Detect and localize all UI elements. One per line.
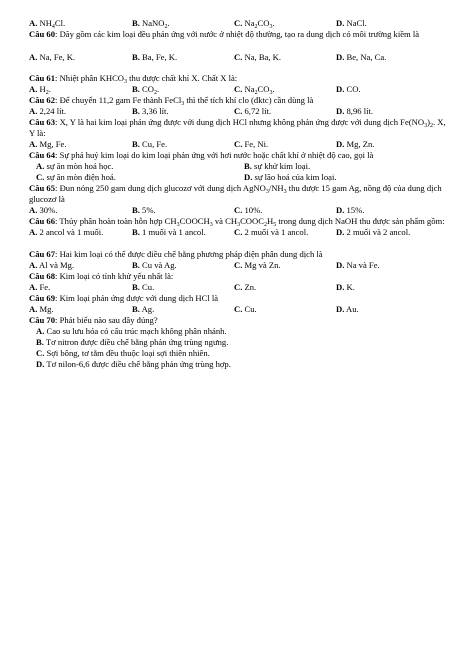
option-d[interactable]: D. K.: [336, 282, 355, 292]
answer-options: [29, 260, 453, 271]
option-a[interactable]: A. 2 ancol và 1 muối.: [29, 227, 104, 237]
question-stem: [29, 73, 453, 84]
question-stem: [29, 95, 453, 106]
option-a[interactable]: A. Mg, Fe.: [29, 139, 67, 149]
question-label: Câu 67: [29, 249, 56, 259]
question-stem: [29, 29, 453, 40]
option-c[interactable]: C. Zn.: [234, 282, 257, 292]
option-d[interactable]: D. CO.: [336, 84, 361, 94]
question-65: [29, 183, 453, 216]
question-label: Câu 64: [29, 150, 56, 160]
option-b[interactable]: B. Cu và Ag.: [132, 260, 177, 270]
question-text: : Hai kim loại có thể được điều chế bằng phương pháp điện phân dung dịch là: [55, 249, 323, 259]
option-d[interactable]: D. 8,96 lít.: [336, 106, 374, 116]
answer-options: [29, 227, 453, 238]
question-62: [29, 95, 453, 117]
answer-options: [29, 139, 453, 150]
option-d[interactable]: D. Be, Na, Ca.: [336, 52, 387, 62]
question-label: Câu 68: [29, 271, 56, 281]
option-a[interactable]: A. $H_2$.: [29, 84, 51, 96]
option-b[interactable]: B. $CO_2$.: [132, 84, 160, 96]
question-text: : Phát biểu nào sau đây đúng?: [55, 315, 158, 325]
question-61: [29, 73, 453, 95]
question-label: Câu 70: [29, 315, 56, 325]
option-c[interactable]: C. sự ăn mòn điện hoá.: [36, 172, 116, 182]
option-c[interactable]: C. Fe, Ni.: [234, 139, 269, 149]
option-b[interactable]: B. sự khử kim loại.: [244, 161, 311, 171]
answer-options-row-2: [29, 172, 453, 183]
answer-options: [29, 205, 453, 216]
option-d[interactable]: D. Au.: [336, 304, 359, 314]
option-a[interactable]: A. Na, Fe, K.: [29, 52, 76, 62]
option-a[interactable]: A. Fe.: [29, 282, 51, 292]
question-text: : Sự phá huỷ kim loại do kim loại phản ứng với hơi nước hoặc chất khí ở nhiệt độ cao, gọi là: [55, 150, 374, 160]
option-c[interactable]: C. Mg và Zn.: [234, 260, 281, 270]
question-text: : Kim loại có tính khử yếu nhất là:: [55, 271, 174, 281]
option-b[interactable]: B. 1 muối và 1 ancol.: [132, 227, 206, 237]
option-b[interactable]: B. Tơ nitron được điều chế bằng phản ứng trùng ngưng.: [36, 337, 229, 347]
option-c[interactable]: C. 10%.: [234, 205, 263, 215]
option-b[interactable]: B. Cu, Fe.: [132, 139, 168, 149]
option-c[interactable]: C. 2 muối và 1 ancol.: [234, 227, 309, 237]
option-a[interactable]: A. sự ăn mòn hoá học.: [36, 161, 114, 171]
option-c[interactable]: C. $Na_2CO_3$.: [234, 84, 275, 96]
option-c[interactable]: C. $Na_2CO_3$.: [234, 18, 275, 30]
answer-options: [29, 106, 453, 117]
answer-options: [29, 84, 453, 95]
option-d[interactable]: D. sự lão hoá của kim loại.: [244, 172, 337, 182]
question-59-tail: [29, 18, 453, 29]
option-b[interactable]: B. Cu.: [132, 282, 155, 292]
option-c[interactable]: C. Cu.: [234, 304, 257, 314]
question-69: [29, 293, 453, 315]
question-70: [29, 315, 453, 370]
option-b[interactable]: B. NaNO$_2$.: [132, 18, 170, 30]
question-label: Câu 65: [29, 183, 56, 193]
answer-options-row-1: [29, 161, 453, 172]
question-text: : X, Y là hai kim loại phản ứng được với dung dịch HCl nhưng không phản ứng được với dung dịch $Fe(NO_3)_2$. X, Y là:: [29, 117, 446, 138]
question-stem: [29, 315, 453, 326]
option-b[interactable]: B. Ba, Fe, K.: [132, 52, 178, 62]
option-b[interactable]: B. Ag.: [132, 304, 155, 314]
question-stem: [29, 183, 453, 205]
option-b[interactable]: B. 3,36 lít.: [132, 106, 169, 116]
option-d[interactable]: D. Na và Fe.: [336, 260, 380, 270]
question-64: [29, 150, 453, 183]
question-text: : Thủy phân hoàn toàn hỗn hợp $CH_3COOCH_3$ và $CH_3COOC_2H_5$ trong dung dịch NaOH thu được sản phẩm gồm:: [55, 216, 445, 228]
question-stem: [29, 271, 453, 282]
option-d[interactable]: D. 2 muối và 2 ancol.: [336, 227, 411, 237]
question-label: Câu 62: [29, 95, 56, 105]
question-label: Câu 69: [29, 293, 56, 303]
question-67: [29, 249, 453, 271]
question-stem: [29, 293, 453, 304]
option-d[interactable]: D. NaCl.: [336, 18, 367, 28]
question-text: : Đun nóng 250 gam dung dịch glucozơ với dung dịch $AgNO_3/NH_3$ thu được 15 gam Ag, nồng độ của dung dịch glucozơ là: [29, 183, 442, 204]
question-label: Câu 61: [29, 73, 56, 83]
question-label: Câu 66: [29, 216, 56, 226]
option-d[interactable]: D. 15%.: [336, 205, 365, 215]
question-text: : Nhiệt phân $KHCO_3$ thu được chất khí X. Chất X là:: [55, 73, 238, 85]
option-c[interactable]: C. Sợi bông, tơ tằm đều thuộc loại sợi thiên nhiên.: [36, 348, 210, 358]
answer-options: [29, 304, 453, 315]
option-a[interactable]: A. Cao su lưu hóa có cấu trúc mạch không phân nhánh.: [36, 326, 227, 336]
question-stem: [29, 117, 453, 139]
option-a[interactable]: A. Mg.: [29, 304, 54, 314]
option-a[interactable]: A. $NH_4Cl$.: [29, 18, 66, 30]
option-b[interactable]: B. 5%.: [132, 205, 156, 215]
question-68: [29, 271, 453, 293]
question-66: [29, 216, 453, 238]
option-d[interactable]: D. Mg, Zn.: [336, 139, 375, 149]
option-d[interactable]: D. Tơ nilon-6,6 được điều chế bằng phản ứng trùng hợp.: [36, 359, 231, 369]
question-text: : Kim loại phản ứng được với dung dịch HCl là: [55, 293, 219, 303]
option-c[interactable]: C. Na, Ba, K.: [234, 52, 282, 62]
question-label: Câu 63: [29, 117, 56, 127]
question-stem: [29, 150, 453, 161]
option-c[interactable]: C. 6,72 lít.: [234, 106, 272, 116]
question-text: : Để chuyển 11,2 gam Fe thành FeCl$_3$ thì thể tích khí clo (đktc) cần dùng là: [55, 95, 314, 107]
answer-options: [29, 282, 453, 293]
question-stem: [29, 249, 453, 260]
answer-options: [29, 52, 453, 63]
question-text: : Dãy gồm các kim loại đều phản ứng với nước ở nhiệt độ thường, tạo ra dung dịch có môi trường kiềm là: [55, 29, 420, 39]
option-a[interactable]: A. 30%.: [29, 205, 58, 215]
option-a[interactable]: A. 2,24 lít.: [29, 106, 67, 116]
answer-options: [29, 18, 453, 29]
question-60: [29, 29, 453, 63]
option-a[interactable]: A. Al và Mg.: [29, 260, 75, 270]
question-label: Câu 60: [29, 29, 56, 39]
question-63: [29, 117, 453, 150]
question-stem: [29, 216, 453, 227]
